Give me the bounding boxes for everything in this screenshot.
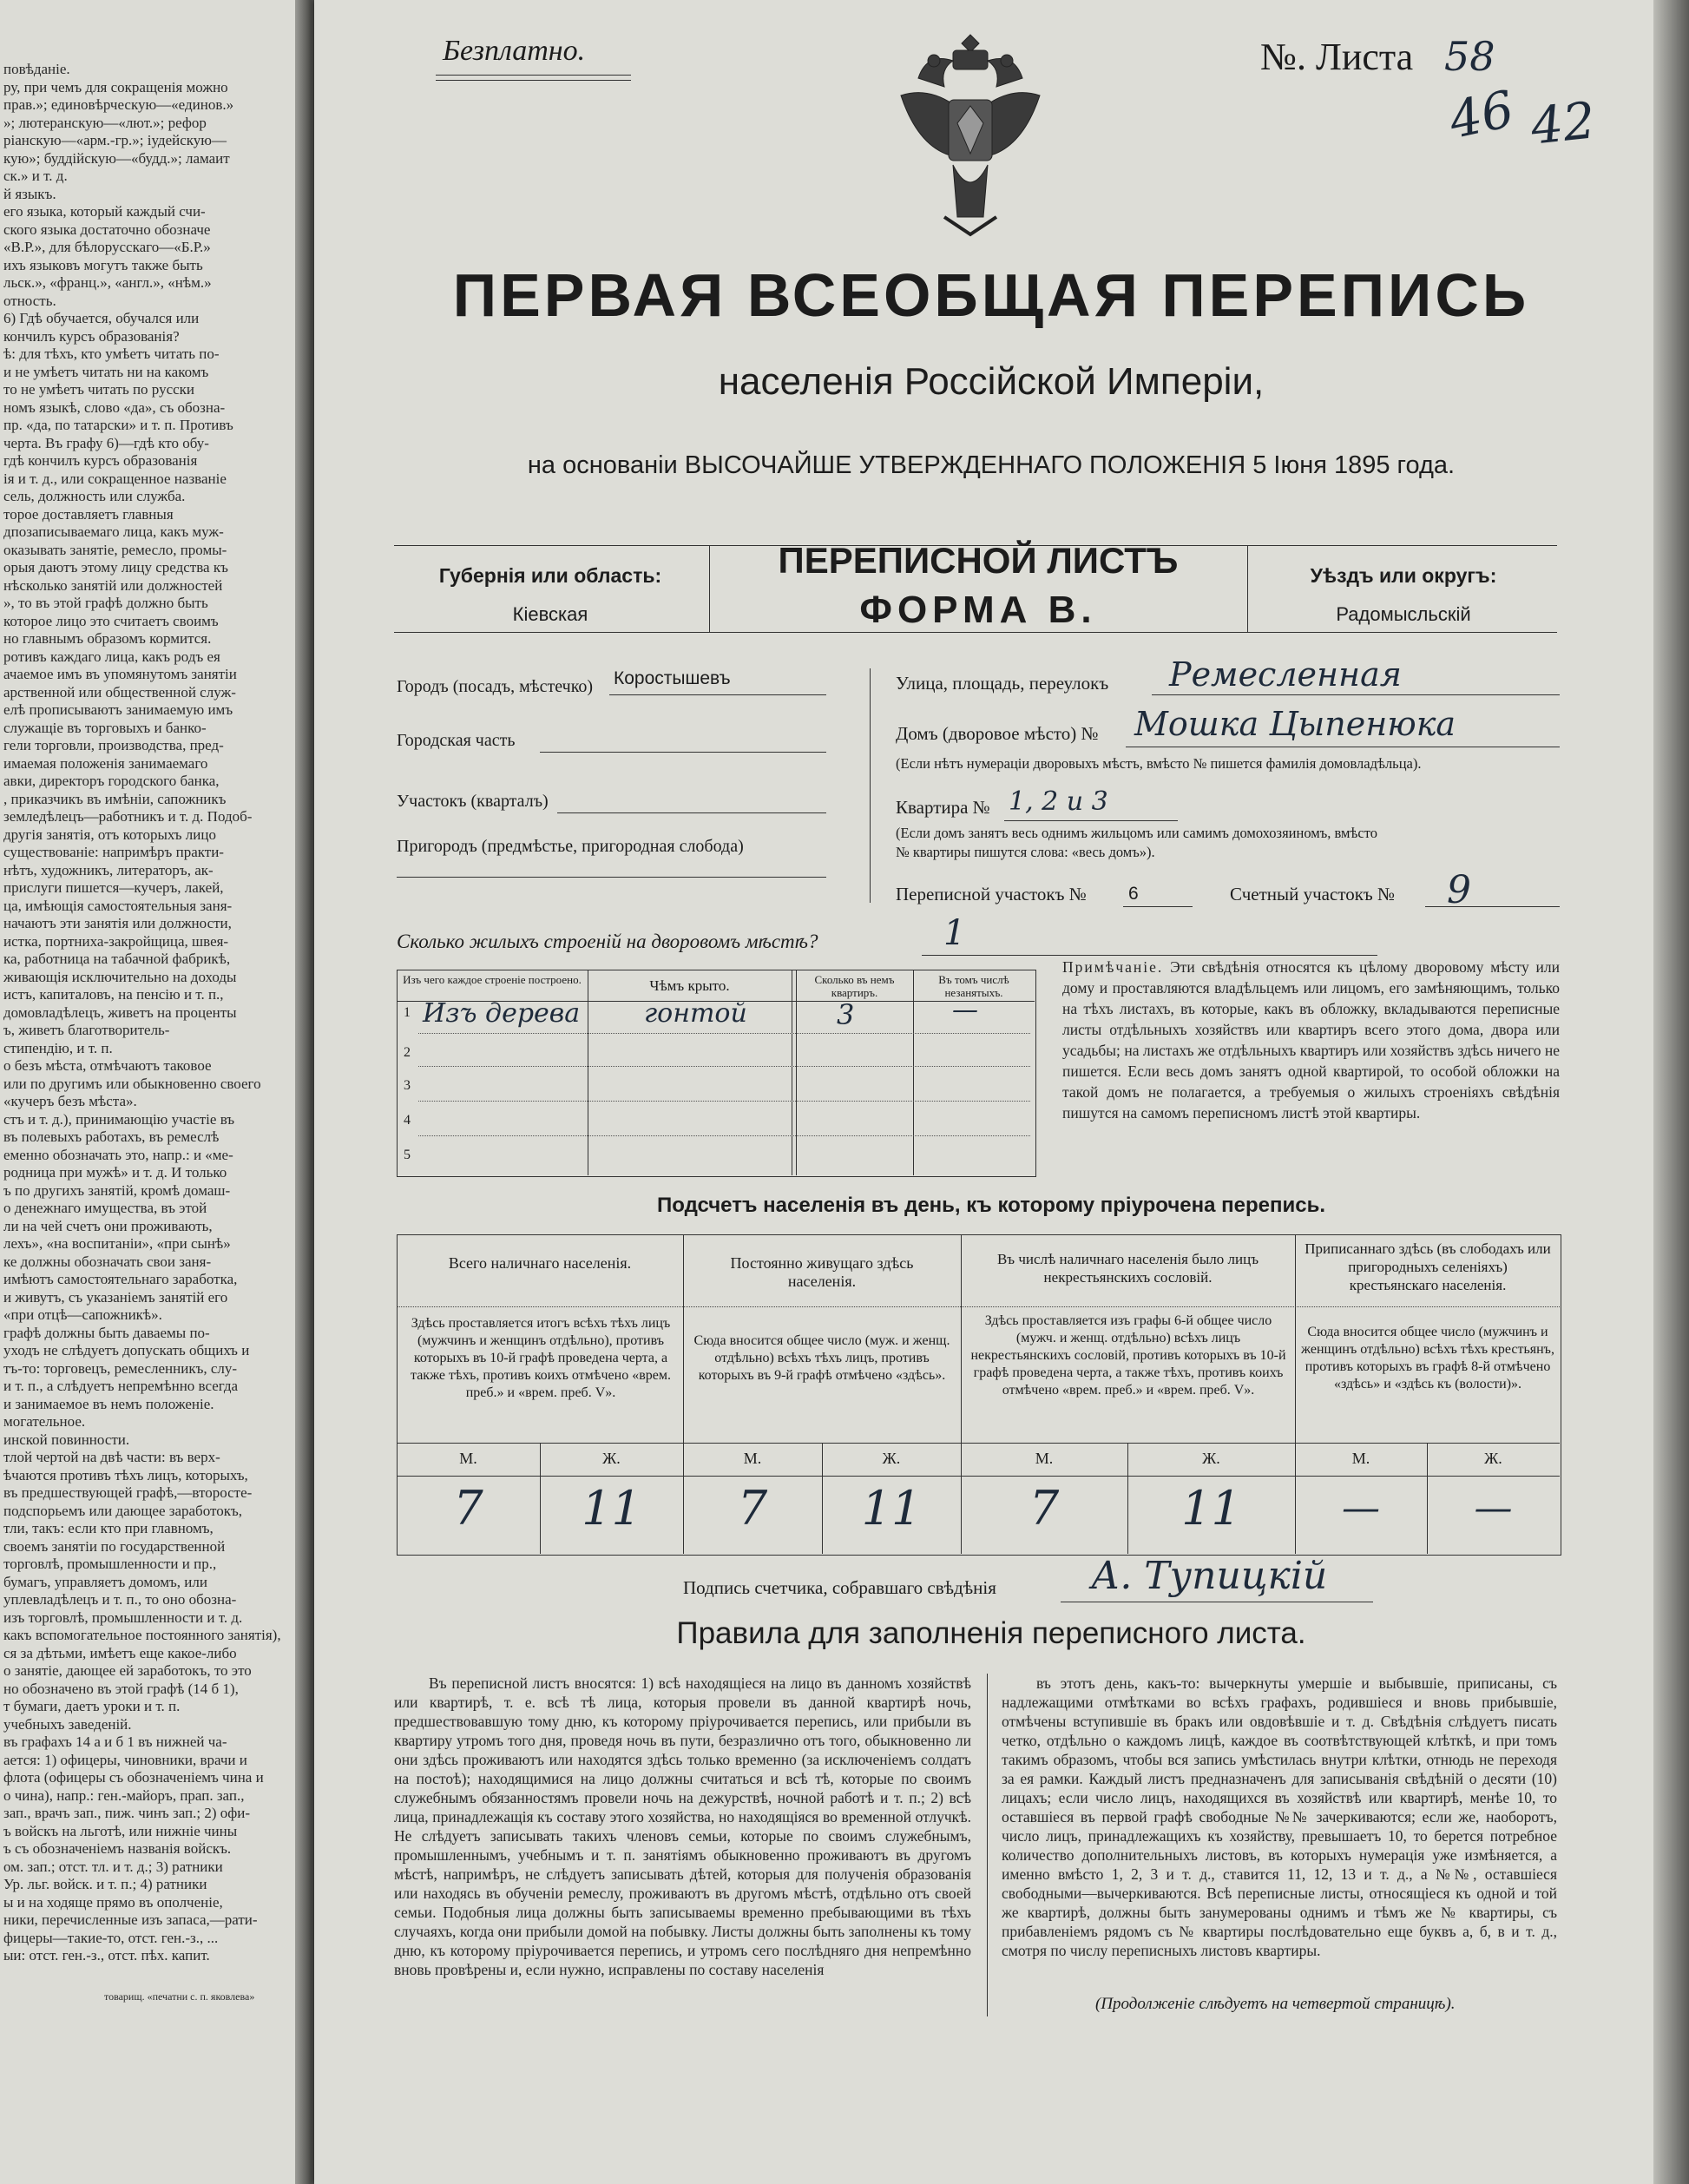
- left-page-line: ается: 1) офицеры, чиновники, врачи и: [3, 1751, 247, 1768]
- left-page-line: сель, должность или служба.: [3, 488, 186, 504]
- col-apts-header: Сколько въ немъ квартиръ.: [814, 973, 895, 999]
- left-page-line: кончилъ курсъ образованія?: [3, 327, 180, 345]
- pop-head-permanent: Постоянно живущаго здѣсь населенія.: [730, 1254, 914, 1290]
- left-page-line: какъ вспомогательное постоянного занятія),: [3, 1627, 281, 1643]
- left-page-line: арственной или общественной служ-: [3, 683, 236, 701]
- apartment-value: 1, 2 и 3: [1009, 786, 1108, 817]
- left-page-line: земледѣлецъ—работникъ и т. д. Подоб-: [3, 808, 253, 825]
- row-rule: [418, 1033, 1030, 1034]
- left-page-line: зап., врачъ зап., пиж. чинъ зап.; 2) офи-: [3, 1805, 251, 1821]
- left-page-line: подспорьемъ или дающее заработокъ,: [3, 1502, 242, 1519]
- left-page-line: стъ и т. д.), принимающію участіе въ: [3, 1110, 235, 1128]
- permanent-female: 11: [861, 1481, 922, 1536]
- left-page-line: изъ торговлѣ, промышленности и т. д.: [3, 1608, 243, 1626]
- street-label: Улица, площадь, переулокъ: [896, 673, 1109, 694]
- rules-continued: (Продолженіе слѣдуетъ на четвертой страницѣ).: [1095, 1995, 1456, 2013]
- left-page-line: товарищ. «печатни с. п. яковлева»: [104, 1990, 255, 2003]
- left-page-line: ся за дѣтьми, имѣетъ еще какое-либо: [3, 1644, 237, 1661]
- left-page-line: инской повинности.: [3, 1431, 130, 1448]
- left-page-line: имѣютъ самостоятельнаго заработка,: [3, 1271, 238, 1287]
- left-page-line: отность.: [3, 292, 56, 309]
- suburb-underline: [397, 877, 826, 878]
- suburb-label: Пригородъ (предмѣстье, пригородная слобода): [397, 837, 744, 856]
- gubernia-value: Кіевская: [512, 603, 588, 625]
- row-rule: [418, 1101, 1030, 1102]
- city-value: Коростышевъ: [614, 668, 731, 688]
- count-area-value: 9: [1447, 868, 1471, 912]
- left-page-line: о денежнаго имущества, въ этой: [3, 1200, 207, 1216]
- main-title: ПЕРВАЯ ВСЕОБЩАЯ ПЕРЕПИСЬ: [452, 261, 1530, 329]
- left-page-line: ихъ языковъ могутъ также быть: [3, 256, 203, 273]
- left-page-line: фицеры—такие-то, отст. ген.-з., ...: [3, 1929, 219, 1946]
- left-page-line: ники, перечисленные изъ запаса,—рати-: [3, 1911, 258, 1928]
- left-page-line: домовладѣлецъ, живетъ на проценты: [3, 1003, 237, 1021]
- left-page-line: ыи: отст. ген.-з., отст. пѣх. капит.: [3, 1947, 210, 1964]
- district-label: Городская часть: [397, 731, 516, 750]
- left-page-line: то не умѣетъ читать по русски: [3, 381, 195, 398]
- left-page-line: и т. п., а слѣдуетъ непремѣнно всегда: [3, 1378, 239, 1394]
- rules-column-2: въ этотъ день, какъ-то: вычеркнуты умершіе и выбывшіе, приписаны, съ надлежащими отмѣтками во всѣхъ графахъ, родившіеся и вновь прибывшіе, отмѣчены вступившіе въ бракъ или овдовѣвшіе и т. д. Свѣдѣнія слѣдуетъ писать четко, отдѣльно о каждомъ лицѣ, каждое въ соотвѣтствующей клѣткѣ, и при томъ такимъ образомъ, чтобы вся запись умѣстилась внутри клѣтки, отнюдь не переходя за ея рамки. Каждый листъ предназначенъ для записыванія свѣдѣній о десяти (10) лицахъ; если число лицъ, находящихся въ хозяйствѣ или квартирѣ, менѣе 10, то оставшіеся въ первой графѣ свободные №№ зачеркиваются; если же, наоборотъ, число лицъ, принадлежащихъ къ хозяйству, превышаетъ 10, то берется потребное количество дополнительныхъ листовъ, въ которыхъ нумерація уже измѣняется, а именно вмѣсто 1, 2, 3 и т. д., ставится 11, 12, 13 и т. д., а №№, оставшіеся свободными—вычеркиваются. Всѣ переписные листы, относящіеся къ одной и той же квартирѣ, должны быть занумерованы однимъ и тѣмъ же № квартиры, съ прибавленіемъ рядомъ съ № квартиры послѣдовательно еще буквъ а, б, в и т. д., смотря по числу переписныхъ листовъ квартиры.: [1002, 1674, 1557, 1959]
- left-page-line: кую»; буддійскую—«будд.»; ламаит: [3, 149, 230, 167]
- left-page-line: ы и на ходяще прямо въ ополченіе,: [3, 1893, 223, 1911]
- precinct-label: Участокъ (кварталъ): [397, 792, 549, 811]
- left-page-line: и не умѣетъ читать ни на какомъ: [3, 363, 209, 380]
- label-m: М.: [1351, 1450, 1370, 1467]
- street-underline: [1152, 694, 1560, 695]
- pop-desc-nonpeasant: Здѣсь проставляется изъ графы 6-й общее число (мужч. и женщ. отдѣльно) всѣхъ лицъ некрестьянскихъ сословій, противъ которыхъ въ 10-й графѣ проведена черта, а также тѣхъ, противъ коихъ отмѣчено «врем. преб.» и «врем. преб. V».: [970, 1313, 1286, 1398]
- apartment-label: Квартира №: [896, 797, 990, 818]
- form-subtitle: ФОРМА В.: [859, 589, 1097, 631]
- row-number: 2: [404, 1045, 411, 1060]
- left-page-line: торговлѣ, промышленности и пр.,: [3, 1556, 217, 1572]
- pop-head-rule: [397, 1306, 1560, 1307]
- double-headed-eagle-emblem: [884, 26, 1057, 243]
- form-bottom-rule: [394, 632, 1557, 633]
- left-page-line: й языкъ.: [3, 185, 56, 202]
- free-label: Безплатно.: [443, 35, 586, 67]
- left-page-line: ке должны обозначать свои заня-: [3, 1253, 212, 1270]
- left-page-line: Ур. льг. войск. и т. п.; 4) ратники: [3, 1876, 207, 1892]
- left-page-line: «В.Р.», для бѣлорусскаго—«Б.Р.»: [3, 239, 211, 255]
- pop-head-peasant: Приписаннаго здѣсь (въ слободахъ или пригородныхъ селеніяхъ) крестьянскаго населенія.: [1305, 1240, 1551, 1293]
- row-apts: 3: [837, 998, 855, 1031]
- left-page-line: имаемая положенія занимаемаго: [3, 754, 208, 772]
- label-m: М.: [1035, 1450, 1054, 1467]
- left-page-line: ского языка достаточно обозначе: [3, 220, 211, 238]
- left-page-line: родница при мужѣ» и т. д. И только: [3, 1164, 227, 1181]
- left-page-line: или по другимъ или обыкновенно своего: [3, 1075, 261, 1092]
- left-page-line: бумагъ, управляетъ домомъ, или: [3, 1573, 207, 1590]
- col-material-header: Изъ чего каждое строеніе построено.: [403, 973, 582, 986]
- left-page-line: ъ съ обозначеніемъ названія войскъ.: [3, 1840, 232, 1857]
- gubernia-label: Губернія или область:: [438, 564, 662, 587]
- left-page-line: графѣ должны быть даваемы по-: [3, 1324, 210, 1341]
- house-label: Домъ (дворовое мѣсто) №: [896, 723, 1099, 744]
- left-page-line: номъ языкѣ, слово «да», съ обозна-: [3, 398, 226, 416]
- peasant-female: —: [1474, 1486, 1513, 1530]
- left-page-line: ка, работница на табачной фабрикѣ,: [3, 951, 231, 967]
- left-page-line: ъ, живетъ благотворитель-: [3, 1022, 170, 1038]
- nonpeasant-male: 7: [1029, 1481, 1060, 1536]
- apartment-note-1: (Если домъ занятъ весь однимъ жильцомъ или самимъ домохозяиномъ, вмѣсто: [896, 825, 1377, 841]
- count-area-underline: [1425, 906, 1560, 907]
- left-page-line: т бумаги, даетъ уроки и т. п.: [3, 1698, 181, 1714]
- left-page-line: тъ-то: торговецъ, ремесленникъ, слу-: [3, 1359, 238, 1377]
- street-value: Ремесленная: [1169, 655, 1402, 694]
- peasant-male: —: [1342, 1486, 1380, 1530]
- left-page-line: его языка, который каждый счи-: [3, 203, 206, 220]
- left-page-line: »; лютеранскую—«лют.»; рефор: [3, 114, 207, 131]
- left-page-line: гели торговли, производства, пред-: [3, 737, 224, 753]
- left-page-line: «кучеръ безъ мѣста».: [3, 1093, 137, 1109]
- buildings-answer: 1: [943, 913, 966, 953]
- buildings-answer-underline: [922, 955, 1377, 956]
- note-block: [1062, 957, 1560, 1123]
- address-divider: [870, 668, 871, 903]
- left-page-line: уплевладѣлецъ и т. п., то оно обозна-: [3, 1591, 237, 1608]
- left-page-line: ачаемое имъ въ упомянутомъ занятіи: [3, 666, 237, 682]
- row-rule: [418, 1066, 1030, 1067]
- row-number: 5: [404, 1148, 411, 1162]
- left-page-line: торое доставляетъ главныя: [3, 505, 174, 523]
- house-note: (Если нѣтъ нумераціи дворовыхъ мѣстъ, вмѣсто № пишется фамилія домовладѣльца).: [896, 755, 1422, 772]
- census-area-value: 6: [1128, 884, 1139, 904]
- note-text: Эти свѣдѣнія относятся къ цѣлому дворовому мѣсту или дому и проставляются владѣльцемъ или лицомъ, его замѣняющимъ, только на тѣхъ листахъ, въ которые, какъ въ обложку, вкладываются переписные листы отдѣльныхъ хозяйствъ или квартиръ всего этого дома, двора или усадьбы; на листахъ же отдѣльныхъ квартиръ или хозяйствъ здѣсь ничего не пишется. Если весь домъ занятъ одной квартирой, то особой обложки на такой домъ не полагается, а требуемыя о жилыхъ строеніяхъ свѣдѣнія пишутся на самомъ переписномъ листѣ этой квартиры.: [1062, 958, 1561, 1122]
- district-underline: [540, 752, 826, 753]
- nonpeasant-female: 11: [1181, 1481, 1241, 1536]
- left-page-line: истка, портниха-закройщица, швея-: [3, 932, 229, 950]
- pop-head-nonpeasant: Въ числѣ наличнаго населенія было лицъ некрестьянскихъ сословій.: [996, 1251, 1259, 1286]
- left-page-line: льск.», «франц.», «англ.», «нѣм.»: [3, 274, 212, 291]
- left-page-line: ѣчаются противъ тѣхъ лицъ, которыхъ,: [3, 1466, 248, 1483]
- left-page-line: но обозначено въ этой графѣ (14 б 1),: [3, 1680, 239, 1697]
- label-m: М.: [459, 1450, 477, 1467]
- left-page-line: ія и т. д., или сокращенное названіе: [3, 470, 227, 487]
- left-page-line: авки, директоръ городского банка,: [3, 773, 220, 789]
- corner-number-2: 42: [1528, 90, 1599, 156]
- left-page-line: ріанскую—«арм.-гр.»; іудейскую—: [3, 132, 227, 148]
- left-page-line: въ графахъ 14 а и б 1 въ нижней ча-: [3, 1733, 227, 1750]
- house-value: Мошка Цыпенюка: [1134, 705, 1456, 743]
- row-number: 4: [404, 1113, 411, 1128]
- buildings-question: Сколько жилыхъ строеній на дворовомъ мѣстѣ?: [397, 931, 818, 952]
- left-page-line: истъ, капиталовъ, на пенсію и т. п.,: [3, 986, 224, 1003]
- left-page-line: ли на чей счетъ они проживають,: [3, 1217, 213, 1234]
- pop-desc-peasant: Сюда вносится общее число (мужчинъ и женщинъ отдѣльно) всѣхъ тѣхъ крестьянъ, противъ которыхъ въ графѣ 8-й отмѣчено «здѣсь» и «здѣсь къ (волости)».: [1301, 1325, 1554, 1391]
- left-page-line: тли, такъ: если кто при главномъ,: [3, 1520, 214, 1536]
- left-page-line: но главнымъ образомъ кормится.: [3, 630, 212, 647]
- left-page-line: ъ по другихъ занятій, кромѣ домаш-: [3, 1181, 231, 1199]
- uezd-value: Радомысльскій: [1336, 603, 1471, 625]
- row-roof: гонтой: [644, 998, 747, 1029]
- row-rule: [418, 1135, 1030, 1136]
- pop-desc-total: Здѣсь проставляется итогъ всѣхъ тѣхъ лицъ (мужчинъ и женщинъ отдѣльно), противъ которыхъ въ 10-й графѣ проведена черта, а также тѣхъ, противъ коихъ отмѣчено «врем. преб.» и «врем. преб. V».: [411, 1316, 671, 1400]
- left-page-line: пр. «да, по татарски» и т. п. Противъ: [3, 417, 233, 433]
- free-underline: [436, 75, 631, 76]
- left-page-line: о занятіе, дающее ей заработокъ, то это: [3, 1662, 252, 1679]
- pop-desc-permanent: Сюда вносится общее число (муж. и женщ. отдѣльно) всѣхъ тѣхъ лицъ, противъ которыхъ въ 9-й графѣ отмѣчено «здѣсь».: [693, 1333, 950, 1383]
- left-page-line: прав.»; единовѣрческую—«единов.»: [3, 96, 234, 113]
- left-page-line: черта. Въ графу 6)—гдѣ кто обу-: [3, 434, 209, 451]
- left-page-line: уходъ не слѣдуетъ допускать общихъ и: [3, 1342, 250, 1358]
- left-page-line: могательное.: [3, 1413, 86, 1430]
- census-area-label: Переписной участокъ №: [896, 884, 1087, 905]
- population-title: Подсчетъ населенія въ день, къ которому пріурочена перепись.: [657, 1194, 1325, 1217]
- left-page-line: ца, имѣющія самостоятельныя заня-: [3, 897, 233, 914]
- precinct-underline: [557, 812, 826, 813]
- left-page-line: лехъ», «на воспитаніи», «при сынѣ»: [3, 1235, 231, 1252]
- left-page-line: стипендію, и т. п.: [3, 1039, 113, 1056]
- row-number: 3: [404, 1078, 411, 1093]
- left-page-line: существованіе: напримѣръ практи-: [3, 844, 224, 860]
- left-page-line: ѣ: для тѣхъ, кто умѣетъ читать по-: [3, 345, 220, 362]
- left-page-line: повѣданіе.: [3, 61, 70, 77]
- left-page-line: , приказчикъ въ имѣніи, сапожникъ: [3, 790, 227, 807]
- census-area-underline: [1123, 906, 1193, 907]
- rules-divider: [987, 1674, 988, 2016]
- pop-head-total: Всего наличнаго населенія.: [448, 1254, 632, 1272]
- label-f: Ж.: [882, 1450, 901, 1467]
- page-edge-stack: [1653, 0, 1689, 2184]
- left-page-line: въ полевыхъ работахъ, въ ремеслѣ: [3, 1128, 220, 1145]
- free-underline-2: [436, 80, 631, 81]
- left-page-line: ск.» и т. д.: [3, 168, 68, 184]
- left-page-line: нѣсколько занятій или должностей: [3, 576, 223, 594]
- form-title: ПЕРЕПИСНОЙ ЛИСТЪ: [778, 540, 1179, 581]
- left-page-line: и занимаемое въ немъ положеніе.: [3, 1395, 214, 1412]
- basis-text: на основаніи ВЫСОЧАЙШЕ УТВЕРЖДЕННАГО ПОЛОЖЕНІЯ 5 Іюня 1895 года.: [527, 451, 1456, 479]
- row-vacant: —: [952, 995, 978, 1025]
- left-page-line: служащіе въ торговыхъ и банко-: [3, 719, 207, 736]
- left-page-line: нѣтъ, художникъ, литераторъ, ак-: [3, 861, 214, 878]
- left-page-line: флота (офицеры съ обозначеніемъ чина и: [3, 1769, 264, 1786]
- left-page-strip: [0, 0, 319, 2184]
- col-vacant-header: Въ томъ числѣ незанятыхъ.: [938, 973, 1009, 999]
- permanent-male: 7: [737, 1481, 768, 1536]
- label-f: Ж.: [602, 1450, 621, 1467]
- left-page-line: которое лицо это считаетъ своимъ: [3, 612, 219, 629]
- left-page-line: о безъ мѣста, отмѣчаютъ таковое: [3, 1057, 212, 1074]
- left-page-line: », то въ этой графѣ должно быть: [3, 595, 208, 611]
- left-page-line: своемъ занятіи по государственной: [3, 1537, 226, 1555]
- total-female: 11: [582, 1481, 641, 1536]
- left-page-line: ом. зап.; отст. тл. и т. д.; 3) ратники: [3, 1858, 223, 1875]
- row-number: 1: [404, 1005, 411, 1020]
- city-label: Городъ (посадъ, мѣстечко): [397, 677, 594, 696]
- left-page-line: въ предшествующей графѣ,—второсте-: [3, 1484, 253, 1501]
- census-form-page: [314, 0, 1668, 2184]
- left-page-line: живающія исключительно на доходы: [3, 968, 237, 985]
- total-male: 7: [453, 1481, 483, 1536]
- apartment-underline: [1004, 820, 1178, 821]
- left-page-line: другія занятія, отъ которыхъ лицо: [3, 826, 216, 843]
- subtitle: населенія Россійской Имперіи,: [718, 360, 1265, 403]
- left-page-line: дпозаписываемаго лица, какъ муж-: [3, 523, 224, 540]
- pop-desc-rule: [397, 1443, 1560, 1444]
- count-area-label: Счетный участокъ №: [1230, 884, 1396, 905]
- col-roof-header: Чѣмъ крыто.: [649, 977, 730, 994]
- label-f: Ж.: [1484, 1450, 1502, 1467]
- left-page-line: и живутъ, съ указаніемъ занятій его: [3, 1288, 228, 1306]
- left-page-line: начаютъ эти занятія или должности,: [3, 915, 232, 931]
- note-label: Примѣчаніе.: [1062, 958, 1164, 976]
- counter-signature: А. Тупицкій: [1091, 1554, 1328, 1598]
- left-page-line: орыя даютъ этому лицу средства къ: [3, 559, 228, 576]
- left-page-line: ротивъ каждаго лица, какъ родъ ея: [3, 648, 220, 665]
- corner-number-1: 46: [1443, 79, 1520, 150]
- uezd-label: Уѣздъ или округъ:: [1310, 564, 1497, 587]
- apartment-note-2: № квартиры пишутся слова: «весь домъ»).: [896, 844, 1155, 860]
- left-page-line: ру, при чемъ для сокращенія можно: [3, 78, 228, 95]
- left-page-line: оказывать занятіе, ремесло, промы-: [3, 541, 227, 558]
- left-page-line: тлой чертой на двѣ части: въ верх-: [3, 1449, 220, 1465]
- label-m: М.: [743, 1450, 762, 1467]
- left-page-line: еменно обозначать это, напр.: и «ме-: [3, 1146, 233, 1163]
- left-page-line: гдѣ кончилъ курсъ образованія: [3, 452, 198, 469]
- rules-title: Правила для заполненія переписного листа.: [676, 1616, 1306, 1650]
- sheet-label: №. Листа: [1260, 36, 1414, 78]
- left-page-line: прислуги пишется—кучеръ, лакей,: [3, 879, 224, 896]
- label-f: Ж.: [1202, 1450, 1220, 1467]
- pop-mf-rule: [397, 1476, 1560, 1477]
- left-page-line: о чина), напр.: ген.-майоръ, прап. зап.,: [3, 1786, 245, 1804]
- rules-column-1: Въ переписной листъ вносятся: 1) всѣ находящіеся на лицо въ данномъ хозяйствѣ или квартирѣ, т. е. всѣ тѣ лица, которыя провели въ данной квартирѣ ночь, предшествовавшую тому дню, къ которому пріурочивается перепись, или прибыли въ квартиру утромъ того дня, проведя ночь въ пути, безразлично отъ того, обыкновенно ли они здѣсь проживаютъ или находятся здѣсь только временно (за исключеніемъ солдатъ на постоѣ); находящимися на лицо должны считаться и всѣ тѣ, которые по своимъ служебнымъ обязанностямъ провели ночь на дежурствѣ, ночной работѣ и т. п.; 2) всѣ лица, принадлежащія къ составу этого хозяйства, но находящіяся во временной отлучкѣ. Не слѣдуетъ записывать такихъ членовъ семьи, которые по своимъ служебнымъ, промышленнымъ, учебнымъ и т. п. занятіямъ обыкновенно проживаютъ въ другомъ мѣстѣ, напримѣръ, не слѣдуетъ записывать дѣтей, которыя для полученія образованія или находясь въ обученіи ремеслу, проживаютъ въ другомъ мѣстѣ, отдѣльно отъ своей семьи. Подобныя лица должны быть записываемы временно пребывающими въ тѣхъ случаяхъ, когда они прибыли домой на побывку. Листы должны быть заполнены къ тому дню, къ которому пріурочивается перепись, и утромъ сего послѣдняго дня непремѣнно вновь провѣрены и, если нужно, исправлены по составу населенія: [394, 1674, 971, 1978]
- form-divider-right: [1247, 545, 1248, 632]
- left-page-line: 6) Гдѣ обучается, обучался или: [3, 310, 200, 326]
- city-underline: [609, 694, 826, 695]
- left-page-line: «при отцѣ—сапожникѣ».: [3, 1306, 162, 1323]
- left-page-line: ъ войскъ на льготѣ, или нижніе чины: [3, 1822, 238, 1839]
- left-page-line: елѣ прописываютъ занимаемую имъ: [3, 701, 233, 718]
- row-material: Изъ дерева: [423, 998, 581, 1029]
- sheet-number: 58: [1444, 33, 1495, 80]
- signature-label: Подпись счетчика, собравшаго свѣдѣнія: [683, 1577, 996, 1598]
- left-page-line: учебныхъ заведеній.: [3, 1715, 132, 1733]
